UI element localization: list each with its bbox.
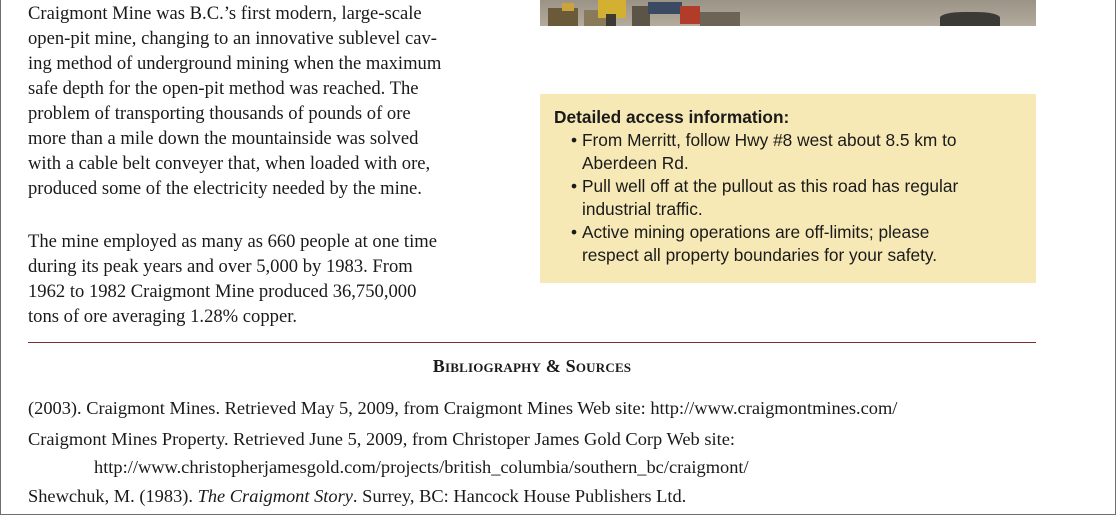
- access-item: [554, 175, 1022, 221]
- text-line: Craigmont Mine was B.C.’s first modern, large-scale: [28, 3, 422, 24]
- text-line: more than a mile down the mountainside was solved: [28, 128, 419, 149]
- access-item-line: Pull well off at the pullout as this road has regular: [582, 176, 959, 196]
- text-line: open-pit mine, changing to an innovative sublevel cav-: [28, 28, 437, 49]
- bibliography-entry-publisher: . Surrey, BC: Hancock House Publishers Ltd.: [352, 486, 687, 506]
- body-paragraph-history: [28, 1, 528, 201]
- bullet-icon: •: [571, 130, 578, 150]
- text-line: problem of transporting thousands of pounds of ore: [28, 103, 411, 124]
- bullet-icon: •: [571, 222, 578, 242]
- access-info-box: [540, 94, 1036, 283]
- text-line: during its peak years and over 5,000 by 1983. From: [28, 256, 413, 277]
- bibliography-entry: [28, 482, 686, 510]
- access-heading: Detailed access information:: [554, 107, 790, 127]
- section-divider: [28, 342, 1036, 343]
- access-item-line: Active mining operations are off-limits; please: [582, 222, 930, 242]
- bibliography-entry: [28, 425, 749, 481]
- access-item: [554, 129, 1022, 175]
- body-paragraph-employment: [28, 229, 528, 329]
- access-item-line: From Merritt, follow Hwy #8 west about 8.5 km to: [582, 130, 957, 150]
- bibliography-entry-text: Craigmont Mines Property. Retrieved June 5, 2009, from Christoper James Gold Corp Web site:: [28, 429, 735, 449]
- access-list: [554, 129, 1022, 267]
- access-item-line: industrial traffic.: [582, 199, 703, 219]
- mine-photo: [540, 0, 1036, 26]
- text-line: produced some of the electricity needed by the mine.: [28, 178, 422, 199]
- text-line: ing method of underground mining when the maximum: [28, 53, 442, 74]
- bullet-icon: •: [571, 176, 578, 196]
- text-line: safe depth for the open-pit method was reached. The: [28, 78, 419, 99]
- access-item: [554, 221, 1022, 267]
- text-line: The mine employed as many as 660 people at one time: [28, 231, 437, 252]
- text-line: with a cable belt conveyer that, when loaded with ore,: [28, 153, 431, 174]
- bibliography-entry-url: http://www.christopherjamesgold.com/projects/british_columbia/southern_bc/craigmont/: [94, 457, 749, 477]
- bibliography-entry-title: The Craigmont Story: [197, 486, 353, 506]
- access-item-line: Aberdeen Rd.: [582, 153, 689, 173]
- bibliography-entry: [28, 394, 897, 422]
- bibliography-title: Bibliography & Sources: [432, 356, 632, 376]
- text-line: 1962 to 1982 Craigmont Mine produced 36,750,000: [28, 281, 417, 302]
- bibliography-entry-text: (2003). Craigmont Mines. Retrieved May 5, 2009, from Craigmont Mines Web site: http://www.craigmontmines.com/: [28, 398, 898, 418]
- text-line: tons of ore averaging 1.28% copper.: [28, 306, 298, 327]
- bibliography-entry-author: Shewchuk, M. (1983).: [28, 486, 198, 506]
- access-item-line: respect all property boundaries for your safety.: [582, 245, 938, 265]
